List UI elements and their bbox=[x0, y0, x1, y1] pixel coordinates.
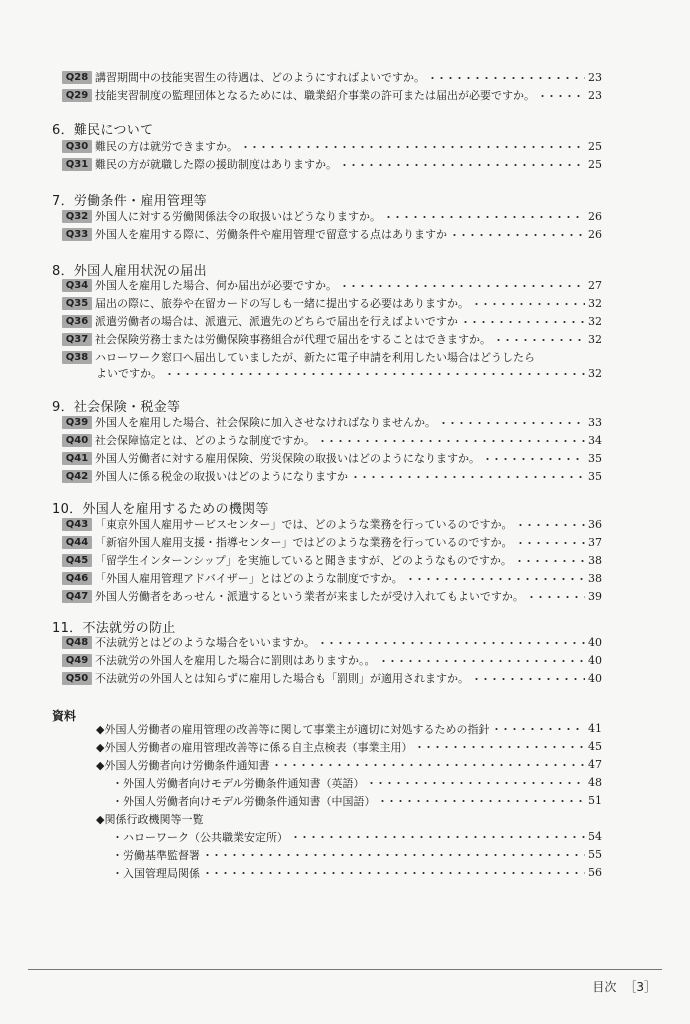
dot-leader bbox=[340, 164, 585, 166]
toc-entry-q29[interactable] bbox=[62, 87, 602, 104]
question-text: 難民の方が就職した際の援助制度はありますか。 bbox=[95, 158, 337, 171]
page-number: 26 bbox=[588, 228, 602, 241]
page-number: 35 bbox=[588, 452, 602, 465]
footer-label: 目次 bbox=[592, 980, 617, 994]
dot-leader bbox=[439, 422, 585, 424]
page-number: 54 bbox=[588, 830, 602, 843]
question-text: 不法就労の外国人とは知らずに雇用した場合も「罰則」が適用されますか。 bbox=[95, 672, 469, 685]
question-text: ハローワーク窓口へ届出していましたが、新たに電子申請を利用したい場合はどうしたら bbox=[95, 351, 535, 364]
question-badge: Q30 bbox=[62, 140, 92, 153]
dot-leader bbox=[516, 542, 585, 544]
question-text: 外国人を雇用した場合、社会保険に加入させなければなりませんか。 bbox=[95, 416, 436, 429]
question-text: 外国人労働者をあっせん・派遣するという業者が来ましたが受け入れてもよいですか。 bbox=[95, 590, 524, 603]
toc-entry-q28[interactable] bbox=[62, 69, 602, 86]
dot-leader bbox=[461, 321, 585, 323]
question-badge: Q47 bbox=[62, 590, 92, 603]
question-text: 社会保障協定とは、どのような制度ですか。 bbox=[95, 434, 315, 447]
material-entry-hellowork[interactable] bbox=[112, 828, 602, 845]
material-entry-agencies[interactable] bbox=[96, 810, 602, 827]
page-number: 40 bbox=[588, 654, 602, 667]
toc-entry-q38[interactable] bbox=[62, 349, 602, 366]
section-heading-7: 7．労働条件・雇用管理等 bbox=[52, 194, 207, 209]
footer-page-number: ［3］ bbox=[624, 980, 656, 994]
page-number: 33 bbox=[588, 416, 602, 429]
toc-entry-q50[interactable] bbox=[62, 670, 602, 687]
page-number: 32 bbox=[588, 315, 602, 328]
toc-entry-q46[interactable] bbox=[62, 570, 602, 587]
dot-leader bbox=[492, 728, 585, 730]
page-number: 37 bbox=[588, 536, 602, 549]
material-text: ◆外国人労働者の雇用管理改善等に係る自主点検表（事業主用） bbox=[96, 740, 413, 754]
dot-leader bbox=[203, 872, 585, 874]
material-entry-notice[interactable] bbox=[96, 756, 602, 773]
page-number: 32 bbox=[588, 297, 602, 310]
question-text: 技能実習制度の監理団体となるためには、職業紹介事業の許可または届出が必要ですか。 bbox=[95, 89, 535, 102]
question-text: 外国人に係る税金の取扱いはどのようになりますか bbox=[95, 470, 348, 483]
toc-entry-q34[interactable] bbox=[62, 277, 602, 294]
material-text: ◆関係行政機関等一覧 bbox=[96, 812, 204, 826]
material-entry-guideline[interactable] bbox=[96, 720, 602, 737]
dot-leader bbox=[367, 782, 585, 784]
page-number: 38 bbox=[588, 572, 602, 585]
question-badge: Q29 bbox=[62, 89, 92, 102]
question-badge: Q37 bbox=[62, 333, 92, 346]
material-entry-notice-chinese[interactable] bbox=[112, 792, 602, 809]
question-text: 社会保険労務士または労働保険事務組合が代理で届出をすることはできますか。 bbox=[95, 333, 491, 346]
question-badge: Q42 bbox=[62, 470, 92, 483]
question-badge: Q39 bbox=[62, 416, 92, 429]
page-number: 23 bbox=[588, 89, 602, 102]
dot-leader bbox=[241, 146, 585, 148]
toc-entry-q36[interactable] bbox=[62, 313, 602, 330]
section-heading-6: 6．難民について bbox=[52, 123, 154, 138]
material-text: ・労働基準監督署 bbox=[112, 848, 200, 862]
dot-leader bbox=[318, 440, 585, 442]
material-text: ・入国管理局関係 bbox=[112, 866, 200, 880]
toc-entry-q37[interactable] bbox=[62, 331, 602, 348]
page-number: 40 bbox=[588, 636, 602, 649]
toc-entry-q49[interactable] bbox=[62, 652, 602, 669]
toc-entry-q41[interactable] bbox=[62, 450, 602, 467]
toc-entry-q44[interactable] bbox=[62, 534, 602, 551]
dot-leader bbox=[483, 458, 585, 460]
question-text: 不法就労とはどのような場合をいいますか。 bbox=[95, 636, 315, 649]
question-badge: Q28 bbox=[62, 71, 92, 84]
dot-leader bbox=[538, 95, 585, 97]
page-number: 25 bbox=[588, 140, 602, 153]
dot-leader bbox=[351, 476, 585, 478]
material-entry-labor-standards[interactable] bbox=[112, 846, 602, 863]
dot-leader bbox=[378, 800, 585, 802]
toc-entry-q45[interactable] bbox=[62, 552, 602, 569]
question-text: 外国人労働者に対する雇用保険、労災保険の取扱いはどのようになりますか。 bbox=[95, 452, 480, 465]
toc-entry-q38-continued[interactable] bbox=[96, 365, 602, 382]
toc-entry-q42[interactable] bbox=[62, 468, 602, 485]
question-text-continued: よいですか。 bbox=[96, 367, 162, 380]
dot-leader bbox=[415, 746, 585, 748]
question-badge: Q34 bbox=[62, 279, 92, 292]
dot-leader bbox=[384, 216, 585, 218]
toc-entry-q47[interactable] bbox=[62, 588, 602, 605]
page-number: 36 bbox=[588, 518, 602, 531]
page-number: 41 bbox=[588, 722, 602, 735]
dot-leader bbox=[515, 560, 585, 562]
materials-heading: 資料 bbox=[52, 709, 77, 723]
dot-leader bbox=[272, 764, 585, 766]
page-number: 40 bbox=[588, 672, 602, 685]
section-heading-8: 8．外国人雇用状況の届出 bbox=[52, 264, 207, 279]
dot-leader bbox=[379, 660, 586, 662]
dot-leader bbox=[406, 578, 585, 580]
question-badge: Q31 bbox=[62, 158, 92, 171]
toc-entry-q30[interactable] bbox=[62, 138, 602, 155]
question-text: 「東京外国人雇用サービスセンター」では、どのような業務を行っているのですか。 bbox=[95, 518, 513, 531]
question-badge: Q46 bbox=[62, 572, 92, 585]
question-text: 講習期間中の技能実習生の待遇は、どのようにすればよいですか。 bbox=[95, 71, 425, 84]
question-text: 「留学生インターンシップ」を実施していると聞きますが、どのようなものですか。 bbox=[95, 554, 512, 567]
toc-entry-q33[interactable] bbox=[62, 226, 602, 243]
question-badge: Q36 bbox=[62, 315, 92, 328]
dot-leader bbox=[472, 303, 585, 305]
material-entry-immigration[interactable] bbox=[112, 864, 602, 881]
material-text: ・ハローワーク（公共職業安定所） bbox=[112, 830, 288, 844]
page-number: 32 bbox=[588, 333, 602, 346]
page-number: 47 bbox=[588, 758, 602, 771]
toc-entry-q40[interactable] bbox=[62, 432, 602, 449]
page-number: 23 bbox=[588, 71, 602, 84]
toc-entry-q48[interactable] bbox=[62, 634, 602, 651]
question-badge: Q44 bbox=[62, 536, 92, 549]
material-entry-notice-english[interactable] bbox=[112, 774, 602, 791]
toc-entry-q32[interactable] bbox=[62, 208, 602, 225]
dot-leader bbox=[472, 678, 585, 680]
question-badge: Q32 bbox=[62, 210, 92, 223]
page-number: 56 bbox=[588, 866, 602, 879]
question-text: 外国人に対する労働関係法令の取扱いはどうなりますか。 bbox=[95, 210, 381, 223]
page-number: 25 bbox=[588, 158, 602, 171]
footer-rule bbox=[28, 969, 662, 970]
page-number: 34 bbox=[588, 434, 602, 447]
page-number: 35 bbox=[588, 470, 602, 483]
section-heading-10: 10．外国人を雇用するための機関等 bbox=[52, 502, 269, 517]
question-badge: Q50 bbox=[62, 672, 92, 685]
page-number: 27 bbox=[588, 279, 602, 292]
question-badge: Q41 bbox=[62, 452, 92, 465]
dot-leader bbox=[291, 836, 585, 838]
question-badge: Q48 bbox=[62, 636, 92, 649]
page-number: 39 bbox=[588, 590, 602, 603]
dot-leader bbox=[450, 234, 585, 236]
material-text: ◆外国人労働者の雇用管理の改善等に関して事業主が適切に対処するための指針 bbox=[96, 722, 490, 736]
section-heading-11: 11．不法就労の防止 bbox=[52, 621, 176, 636]
page-number: 51 bbox=[588, 794, 602, 807]
question-badge: Q40 bbox=[62, 434, 92, 447]
dot-leader bbox=[318, 642, 585, 644]
dot-leader bbox=[527, 596, 585, 598]
question-badge: Q38 bbox=[62, 351, 92, 364]
question-text: 届出の際に、旅券や在留カードの写しも一緒に提出する必要はありますか。 bbox=[95, 297, 469, 310]
question-text: 外国人を雇用する際に、労働条件や雇用管理で留意する点はありますか bbox=[95, 228, 447, 241]
dot-leader bbox=[340, 285, 585, 287]
dot-leader bbox=[203, 854, 585, 856]
question-text: 「新宿外国人雇用支援・指導センター」ではどのような業務を行っているのですか。 bbox=[95, 536, 513, 549]
question-text: 「外国人雇用管理アドバイザー」とはどのような制度ですか。 bbox=[95, 572, 403, 585]
dot-leader bbox=[165, 373, 585, 375]
dot-leader bbox=[428, 77, 585, 79]
page-number: 26 bbox=[588, 210, 602, 223]
dot-leader bbox=[516, 524, 585, 526]
dot-leader bbox=[494, 339, 585, 341]
question-badge: Q43 bbox=[62, 518, 92, 531]
page-number: 32 bbox=[588, 367, 602, 380]
question-badge: Q33 bbox=[62, 228, 92, 241]
question-badge: Q35 bbox=[62, 297, 92, 310]
toc-entry-q31[interactable] bbox=[62, 156, 602, 173]
section-heading-9: 9．社会保険・税金等 bbox=[52, 400, 181, 415]
toc-entry-q43[interactable] bbox=[62, 516, 602, 533]
question-text: 不法就労の外国人を雇用した場合に罰則はありますか。。 bbox=[95, 654, 376, 667]
material-text: ・外国人労働者向けモデル労働条件通知書（中国語） bbox=[112, 794, 376, 808]
page-number: 38 bbox=[588, 554, 602, 567]
question-text: 難民の方は就労できますか。 bbox=[95, 140, 238, 153]
page-number: 48 bbox=[588, 776, 602, 789]
question-badge: Q45 bbox=[62, 554, 92, 567]
toc-entry-q39[interactable] bbox=[62, 414, 602, 431]
toc-entry-q35[interactable] bbox=[62, 295, 602, 312]
page-number: 55 bbox=[588, 848, 602, 861]
question-badge: Q49 bbox=[62, 654, 92, 667]
material-entry-checklist[interactable] bbox=[96, 738, 602, 755]
question-text: 外国人を雇用した場合、何か届出が必要ですか。 bbox=[95, 279, 337, 292]
material-text: ・外国人労働者向けモデル労働条件通知書（英語） bbox=[112, 776, 365, 790]
material-text: ◆外国人労働者向け労働条件通知書 bbox=[96, 758, 270, 772]
question-text: 派遣労働者の場合は、派遣元、派遣先のどちらで届出を行えばよいですか bbox=[95, 315, 458, 328]
page-footer bbox=[584, 978, 656, 995]
page-number: 45 bbox=[588, 740, 602, 753]
